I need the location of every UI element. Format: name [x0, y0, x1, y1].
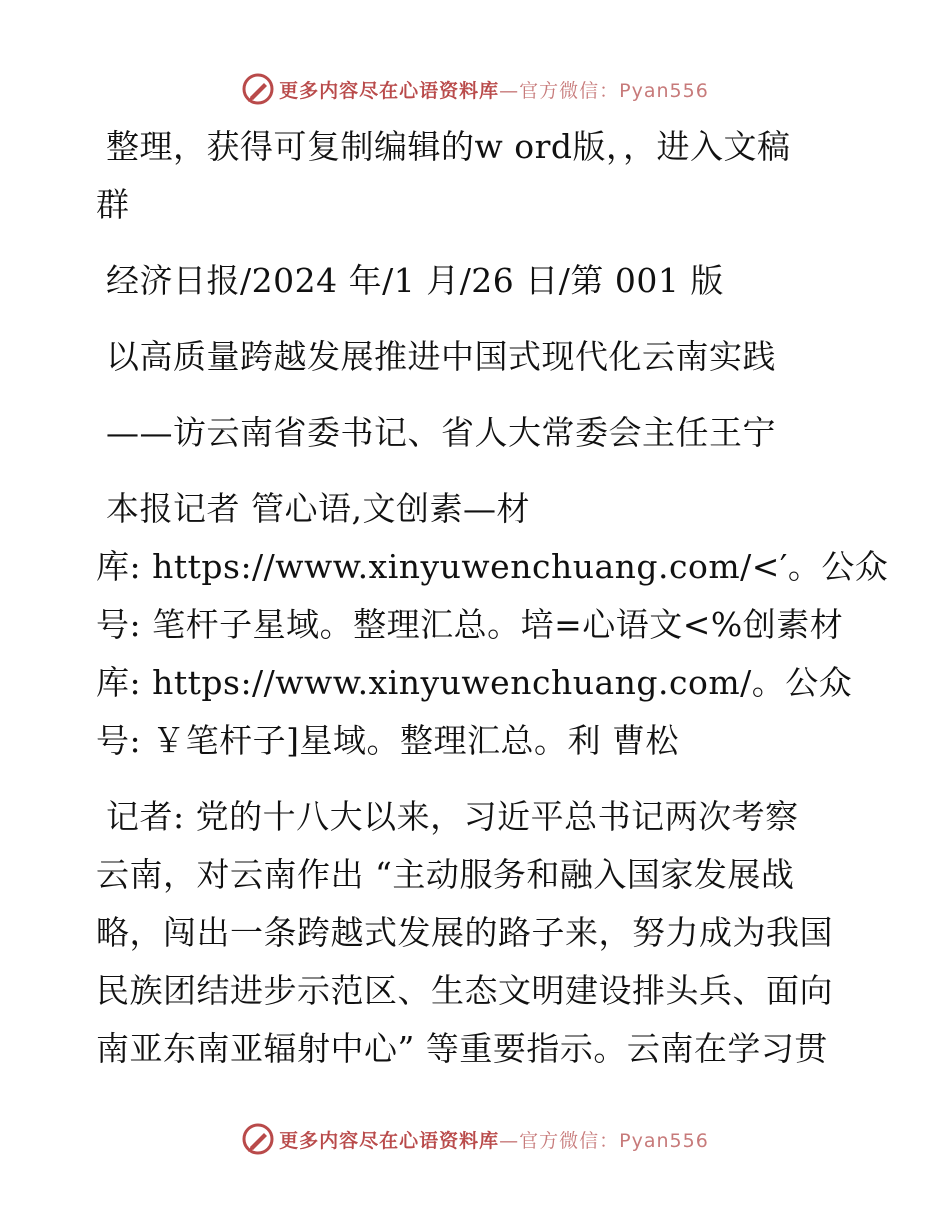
text-line: 库: https://www.xinyuwenchuang.com/<′。公众	[96, 547, 889, 586]
source-line: 经济日报/2024 年/1 月/26 日/第 001 版	[106, 261, 724, 300]
intro-paragraph	[96, 118, 856, 234]
text-line: 号: 笔杆子星域。整理汇总。培=心语文<%创素材	[96, 605, 844, 644]
text-line: 南亚东南亚辐射中心” 等重要指示。云南在学习贯	[96, 1029, 828, 1068]
text-line: 群	[96, 185, 130, 224]
article-title: 以高质量跨越发展推进中国式现代化云南实践	[106, 337, 776, 376]
banner-main-text: 更多内容尽在心语资料库	[279, 79, 500, 102]
text-line: 云南，对云南作出 “主动服务和融入国家发展战	[96, 855, 795, 894]
pen-logo-icon	[241, 72, 275, 106]
text-line: 号: ￥笔杆子]星域。整理汇总。利 曹松	[96, 721, 679, 760]
text-line: 略，闯出一条跨越式发展的路子来，努力成为我国	[96, 913, 833, 952]
footer-banner	[0, 1122, 950, 1156]
article-body	[96, 118, 889, 1096]
pen-logo-icon	[241, 1122, 275, 1156]
text-line: 民族团结进步示范区、生态文明建设排头兵、面向	[96, 971, 833, 1010]
byline-paragraph	[96, 480, 889, 770]
text-line: 记者: 党的十八大以来，习近平总书记两次考察	[106, 797, 799, 836]
interview-paragraph	[96, 788, 856, 1078]
article-subtitle: ——访云南省委书记、省人大常委会主任王宁	[106, 413, 776, 452]
text-line: 库: https://www.xinyuwenchuang.com/。公众	[96, 663, 853, 702]
banner-main-text: 更多内容尽在心语资料库	[279, 1129, 500, 1152]
banner-contact-text: —官方微信：Pyan556	[499, 1129, 709, 1152]
banner-contact-text: —官方微信：Pyan556	[499, 79, 709, 102]
text-line: 整理，获得可复制编辑的w ord版，，进入文稿	[106, 127, 791, 166]
text-line: 本报记者 管心语,文创素—材	[106, 489, 530, 528]
header-banner	[0, 72, 950, 106]
